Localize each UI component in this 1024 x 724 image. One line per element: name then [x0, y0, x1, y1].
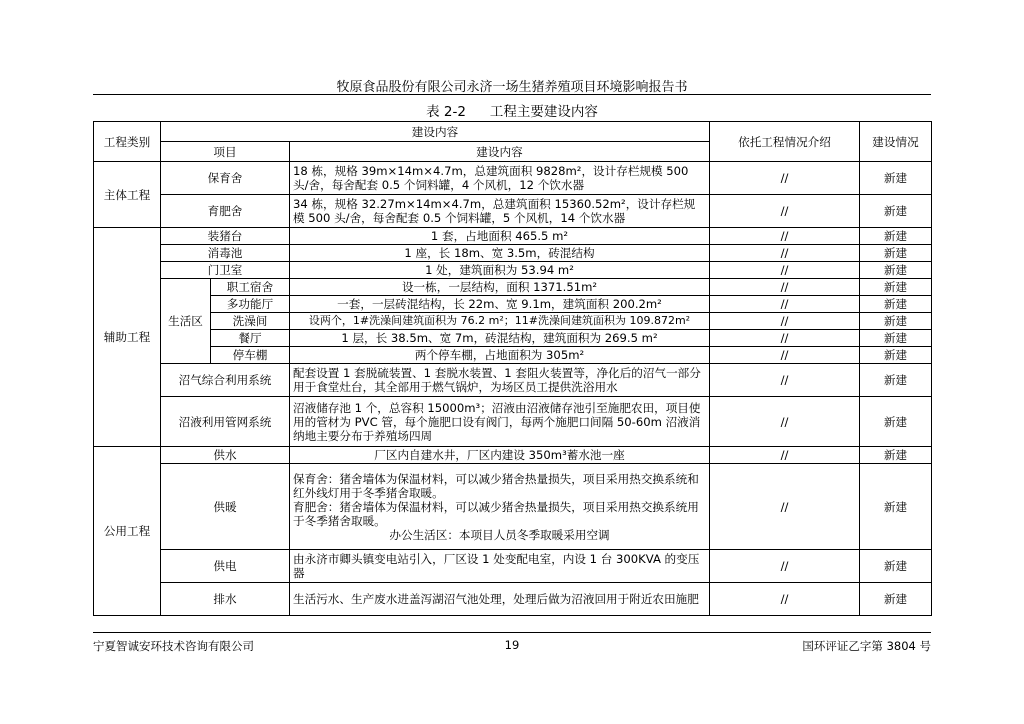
status-cell: 新建	[860, 550, 932, 583]
status-cell: 新建	[860, 447, 932, 464]
item-label: 职工宿舍	[211, 279, 290, 296]
item-label: 洗澡间	[211, 313, 290, 330]
status-cell: 新建	[860, 583, 932, 616]
content-cell: 沼液储存池 1 个，总容积 15000m³；沼液由沼液储存池引至施肥农田，项目使用的管材为 PVC 管，每个施肥口设有阀门，每两个施肥口间隔 50-60m 沼液消纳地主要分布于养殖场四周	[290, 397, 710, 447]
dependency-cell: //	[710, 364, 860, 397]
content-cell: 设两个，1#洗澡间建筑面积为 76.2 m²；11#洗澡间建筑面积为 109.872m²	[290, 313, 710, 330]
item-label: 排水	[161, 583, 290, 616]
heating-note-finishing: 育肥舍：猪舍墙体为保温材料，可以减少猪舍热量损失，项目采用热交换系统用于冬季猪舍取暖。	[293, 499, 699, 528]
content-cell: 一套，一层砖混结构，长 22m、宽 9.1m，建筑面积 200.2m²	[290, 296, 710, 313]
dependency-cell: //	[710, 397, 860, 447]
header-rule	[93, 94, 931, 95]
status-cell: 新建	[860, 279, 932, 296]
table-row	[94, 347, 932, 364]
table-row	[94, 245, 932, 262]
content-cell: 配套设置 1 套脱硫装置、1 套脱水装置、1 套阻火装置等，净化后的沼气一部分用于食堂灶台，其全部用于燃气锅炉，为场区员工提供洗浴用水	[290, 364, 710, 397]
col-header-construction: 建设内容	[161, 122, 710, 142]
item-label: 装猪台	[161, 228, 290, 245]
table-title: 工程主要建设内容	[489, 104, 598, 120]
status-cell: 新建	[860, 364, 932, 397]
construction-table	[93, 121, 932, 616]
table-row	[94, 583, 932, 616]
category-auxiliary: 辅助工程	[94, 228, 161, 447]
status-cell: 新建	[860, 296, 932, 313]
dependency-cell: //	[710, 464, 860, 550]
table-row	[94, 262, 932, 279]
dependency-cell: //	[710, 447, 860, 464]
content-cell: 1 套，占地面积 465.5 m²	[290, 228, 710, 245]
status-cell: 新建	[860, 347, 932, 364]
content-cell	[290, 464, 710, 550]
dependency-cell: //	[710, 262, 860, 279]
dependency-cell: //	[710, 347, 860, 364]
dependency-cell: //	[710, 245, 860, 262]
dependency-cell: //	[710, 162, 860, 195]
dependency-cell: //	[710, 279, 860, 296]
dependency-cell: //	[710, 195, 860, 228]
dependency-cell: //	[710, 313, 860, 330]
item-label: 餐厅	[211, 330, 290, 347]
dependency-cell: //	[710, 550, 860, 583]
item-label: 保育舍	[161, 162, 290, 195]
status-cell: 新建	[860, 162, 932, 195]
table-caption	[0, 100, 1024, 120]
page-header: 牧原食品股份有限公司永济一场生猪养殖项目环境影响报告书	[336, 80, 688, 95]
table-row	[94, 162, 932, 195]
table-row	[94, 228, 932, 245]
category-public: 公用工程	[94, 447, 161, 616]
status-cell: 新建	[860, 464, 932, 550]
heating-note-office: 办公生活区：本项目人员冬季取暖采用空调	[389, 527, 610, 542]
item-label: 门卫室	[161, 262, 290, 279]
item-label: 沼液利用管网系统	[161, 397, 290, 447]
content-cell: 18 栋，规格 39m×14m×4.7m，总建筑面积 9828m²，设计存栏规模 500 头/舍，每舍配套 0.5 个饲料罐，4 个风机，12 个饮水器	[290, 162, 710, 195]
table-number: 表 2-2	[426, 104, 466, 120]
footer-page-number: 19	[504, 638, 520, 652]
content-cell: 两个停车棚，占地面积为 305m²	[290, 347, 710, 364]
content-cell: 厂区内自建水井，厂区内建设 350m³蓄水池一座	[290, 447, 710, 464]
status-cell: 新建	[860, 330, 932, 347]
table-row	[94, 330, 932, 347]
item-label: 供电	[161, 550, 290, 583]
table-row	[94, 296, 932, 313]
item-label: 沼气综合利用系统	[161, 364, 290, 397]
footer-certificate: 国环评证乙字第 3804 号	[802, 639, 931, 653]
table-row	[94, 550, 932, 583]
table-row	[94, 195, 932, 228]
item-label: 供水	[161, 447, 290, 464]
status-cell: 新建	[860, 262, 932, 279]
item-label: 停车棚	[211, 347, 290, 364]
status-cell: 新建	[860, 397, 932, 447]
category-main: 主体工程	[94, 162, 161, 228]
table-row	[94, 279, 932, 296]
dependency-cell: //	[710, 583, 860, 616]
content-cell: 34 栋，规格 32.27m×14m×4.7m，总建筑面积 15360.52m²，设计存栏规模 500 头/舍，每舍配套 0.5 个饲料罐，5 个风机，14 个饮水器	[290, 195, 710, 228]
content-cell: 设一栋，一层结构，面积 1371.51m²	[290, 279, 710, 296]
dependency-cell: //	[710, 296, 860, 313]
dependency-cell: //	[710, 228, 860, 245]
heating-note-nursery: 保育舍：猪舍墙体为保温材料，可以减少猪舍热量损失，项目采用热交换系统和红外线灯用于冬季猪舍取暖。	[293, 471, 699, 500]
status-cell: 新建	[860, 245, 932, 262]
content-cell: 1 层，长 38.5m、宽 7m，砖混结构，建筑面积为 269.5 m²	[290, 330, 710, 347]
table-row	[94, 397, 932, 447]
status-cell: 新建	[860, 313, 932, 330]
dependency-cell: //	[710, 330, 860, 347]
content-cell: 由永济市卿头镇变电站引入，厂区设 1 处变配电室，内设 1 台 300KVA 的变压器	[290, 550, 710, 583]
content-cell: 1 处，建筑面积为 53.94 m²	[290, 262, 710, 279]
table-row	[94, 313, 932, 330]
item-label: 育肥舍	[161, 195, 290, 228]
col-header-category: 工程类别	[94, 122, 161, 162]
footer-rule	[93, 632, 931, 633]
col-header-item: 项目	[161, 142, 290, 162]
col-header-status: 建设情况	[860, 122, 932, 162]
content-cell: 1 座，长 18m、宽 3.5m，砖混结构	[290, 245, 710, 262]
living-area-label: 生活区	[161, 279, 211, 364]
item-label: 供暖	[161, 464, 290, 550]
status-cell: 新建	[860, 228, 932, 245]
table-header-row	[94, 122, 932, 142]
content-cell: 生活污水、生产废水进盖泻湖沼气池处理，处理后做为沼液回用于附近农田施肥	[290, 583, 710, 616]
col-header-content: 建设内容	[290, 142, 710, 162]
status-cell: 新建	[860, 195, 932, 228]
table-row	[94, 364, 932, 397]
table-row	[94, 447, 932, 464]
item-label: 消毒池	[161, 245, 290, 262]
footer-company: 宁夏智诚安环技术咨询有限公司	[93, 639, 254, 653]
table-row	[94, 464, 932, 550]
item-label: 多功能厅	[211, 296, 290, 313]
col-header-dependency: 依托工程情况介绍	[710, 122, 860, 162]
